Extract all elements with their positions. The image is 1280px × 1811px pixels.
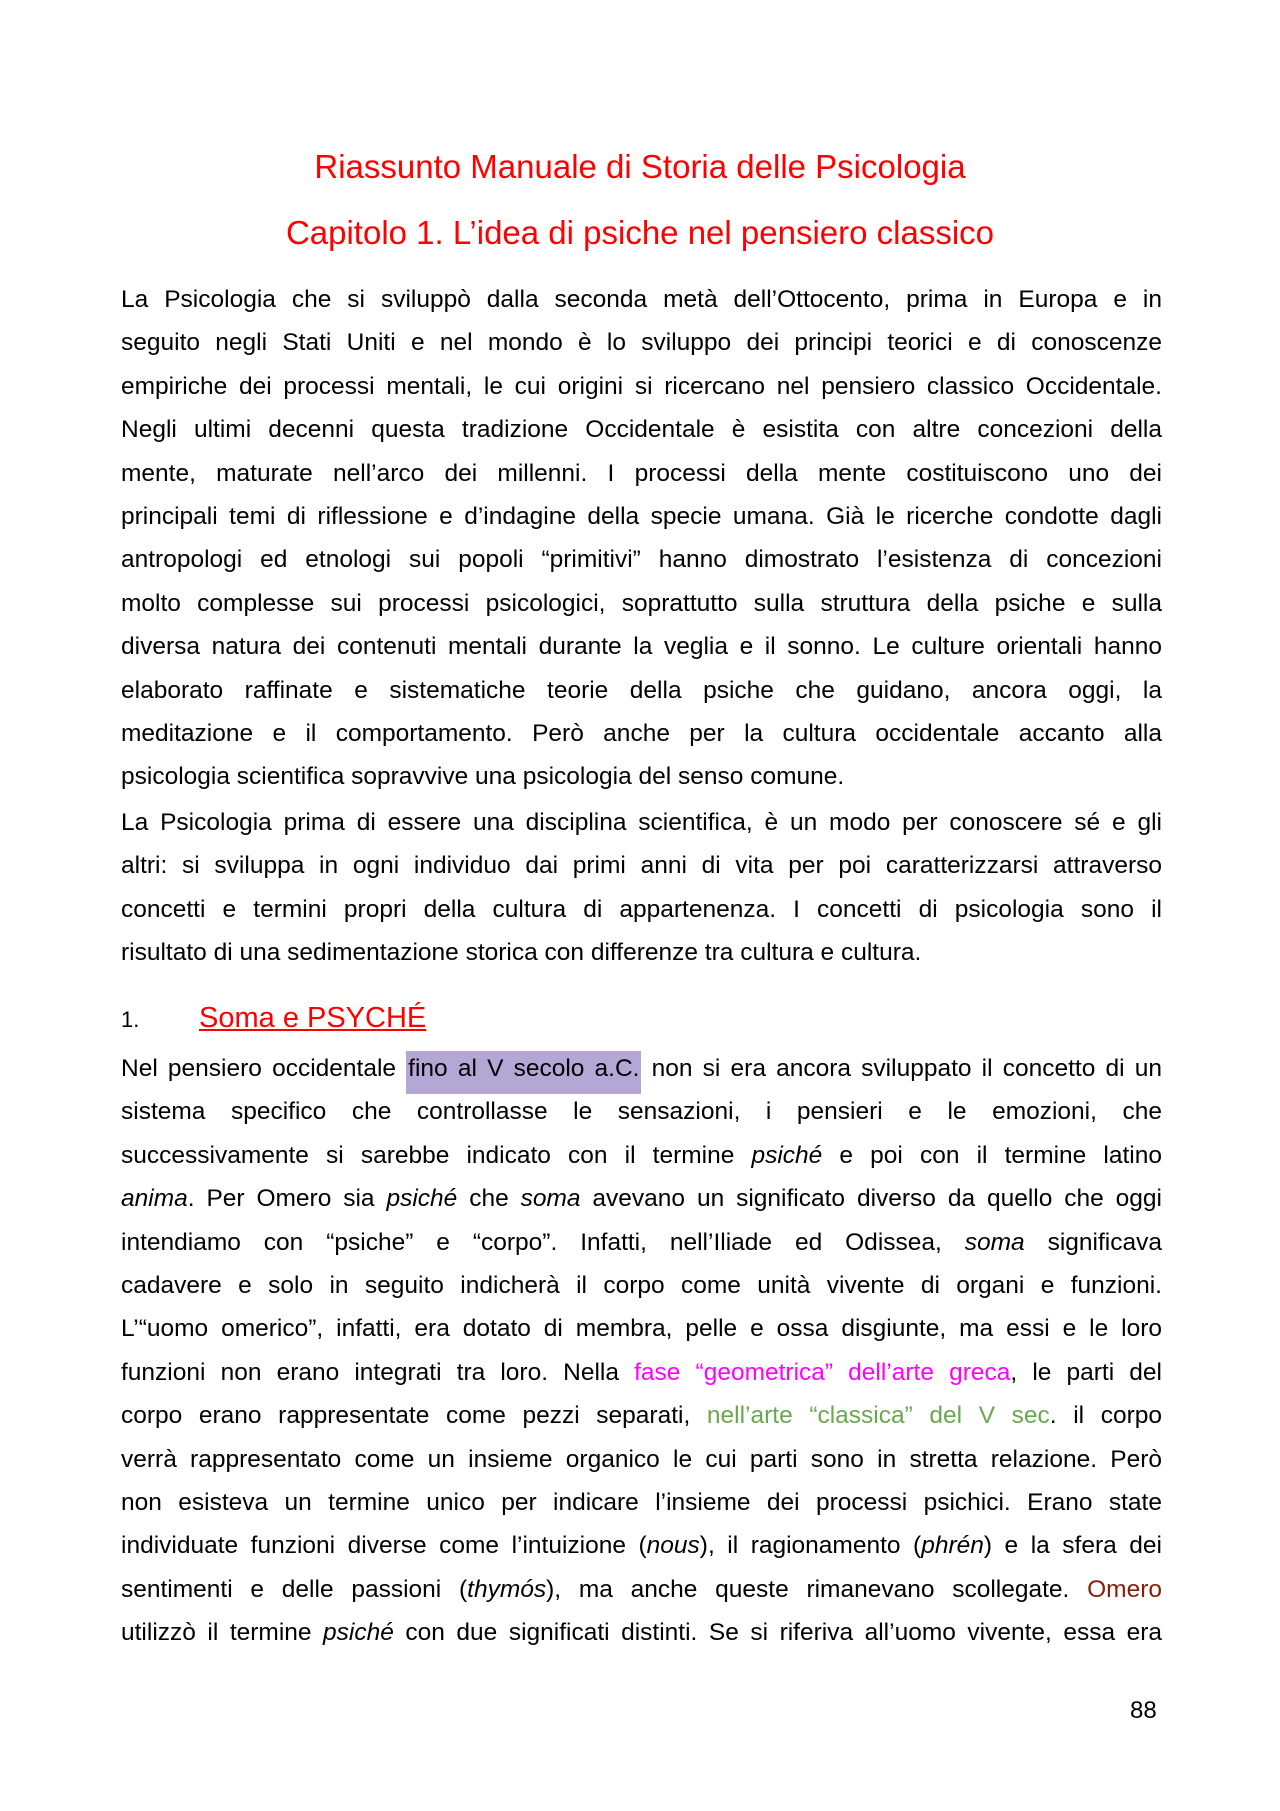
highlighted-text: fino al V secolo a.C. <box>406 1051 641 1094</box>
text-run: intendiamo con “psiche” e “corpo”. Infatti, nell’Iliade ed Odissea, <box>121 1228 965 1256</box>
colored-text: nell’arte “classica” del V sec <box>706 1402 1050 1430</box>
text-line: sistema specifico che controllasse le sensazioni, i pensieri e le emozioni, che <box>121 1098 1162 1126</box>
text-line: seguito negli Stati Uniti e nel mondo è lo sviluppo dei principi teorici e di conoscenze <box>121 329 1162 357</box>
italic-term: soma <box>964 1228 1025 1256</box>
text-line: mente, maturate nell’arco dei millenni. I processi della mente costituiscono uno dei <box>121 459 1162 487</box>
italic-term: psiché <box>751 1141 823 1169</box>
text-line <box>121 1134 1162 1177</box>
italic-term: soma <box>520 1185 581 1213</box>
text-run: con due significati distinti. Se si riferiva all’uomo vivente, essa era <box>393 1619 1163 1647</box>
text-line <box>121 1568 1162 1611</box>
text-run: avevano un significato diverso da quello che oggi <box>580 1185 1162 1213</box>
chapter-title: Capitolo 1. L’idea di psiche nel pensiero classico <box>285 214 995 251</box>
text-run: . il corpo <box>1049 1402 1162 1430</box>
text-line: altri: si sviluppa in ogni individuo dai primi anni di vita per poi caratterizzarsi attraverso <box>121 852 1162 880</box>
text-run: significava <box>1024 1228 1162 1256</box>
italic-term: psiché <box>323 1619 394 1647</box>
text-run: ), ma anche queste rimanevano scollegate. <box>546 1575 1088 1603</box>
text-line: verrà rappresentato come un insieme organico le cui parti sono in stretta relazione. Però <box>121 1445 1162 1473</box>
section-title: Soma e PSYCHÉ <box>199 1002 427 1034</box>
text-run: ) e la sfera dei <box>983 1532 1162 1560</box>
page-number: 88 <box>1130 1697 1157 1724</box>
section-number: 1. <box>121 1007 140 1032</box>
text-line: cadavere e solo in seguito indicherà il corpo come unità vivente di organi e funzioni. <box>121 1271 1162 1299</box>
text-line: Negli ultimi decenni questa tradizione Occidentale è esistita con altre concezioni della <box>121 416 1162 444</box>
text-line <box>121 1611 1162 1654</box>
section-heading <box>121 1002 426 1035</box>
colored-text: Omero <box>1087 1575 1162 1603</box>
colored-text: fase “geometrica” dell’arte greca <box>634 1358 1011 1386</box>
text-line <box>121 1047 1162 1090</box>
text-run: successivamente si sarebbe indicato con il termine <box>121 1141 752 1169</box>
text-run: Nel pensiero occidentale <box>121 1055 407 1082</box>
text-line: molto complesse sui processi psicologici, soprattutto sulla struttura della psiche e sulla <box>121 589 1162 617</box>
text-line: L’“uomo omerico”, infatti, era dotato di membra, pelle e ossa disgiunte, ma essi e le loro <box>121 1315 1162 1343</box>
text-line: meditazione e il comportamento. Però anche per la cultura occidentale accanto alla <box>121 719 1162 747</box>
text-line: elaborato raffinate e sistematiche teorie della psiche che guidano, ancora oggi, la <box>121 676 1162 704</box>
italic-term: psiché <box>386 1185 458 1213</box>
intro-paragraph-2 <box>121 801 1162 975</box>
italic-term: thymós <box>467 1575 547 1603</box>
italic-term: nous <box>646 1532 700 1560</box>
text-run: individuate funzioni diverse come l’intuizione ( <box>121 1532 647 1560</box>
italic-term: phrén <box>921 1532 984 1560</box>
text-line: psicologia scientifica sopravvive una psicologia del senso comune. <box>121 763 845 791</box>
text-line: antropologi ed etnologi sui popoli “primitivi” hanno dimostrato l’esistenza di concezioni <box>121 546 1162 574</box>
text-run: , le parti del <box>1010 1358 1162 1386</box>
text-run: corpo erano rappresentate come pezzi separati, <box>121 1402 707 1430</box>
text-run: e poi con il termine latino <box>822 1141 1162 1169</box>
text-run: che <box>457 1185 521 1213</box>
text-line <box>121 1221 1162 1264</box>
section-paragraph <box>121 1047 1162 1654</box>
text-run: utilizzò il termine <box>121 1619 324 1647</box>
document-title: Riassunto Manuale di Storia delle Psicologia <box>314 148 966 185</box>
text-line: risultato di una sedimentazione storica con differenze tra cultura e cultura. <box>121 939 922 967</box>
text-run: ), il ragionamento ( <box>699 1532 922 1560</box>
text-run: sentimenti e delle passioni ( <box>121 1575 468 1603</box>
text-line: non esisteva un termine unico per indicare l’insieme dei processi psichici. Erano state <box>121 1488 1162 1516</box>
text-line: concetti e termini propri della cultura di appartenenza. I concetti di psicologia sono il <box>121 895 1162 923</box>
text-run: non si era ancora sviluppato il concetto di un <box>641 1055 1162 1082</box>
text-run: . Per Omero sia <box>187 1185 387 1213</box>
text-line <box>121 1177 1162 1220</box>
text-line: principali temi di riflessione e d’indagine della specie umana. Già le ricerche condotte dagli <box>121 502 1162 530</box>
intro-paragraph <box>121 278 1162 799</box>
text-line: diversa natura dei contenuti mentali durante la veglia e il sonno. Le culture orientali hanno <box>121 633 1162 661</box>
italic-term: anima <box>121 1185 188 1213</box>
text-run: funzioni non erano integrati tra loro. Nella <box>121 1358 635 1386</box>
text-line <box>121 1351 1162 1394</box>
text-line: empiriche dei processi mentali, le cui origini si ricercano nel pensiero classico Occidentale. <box>121 372 1162 400</box>
text-line <box>121 1524 1162 1567</box>
text-line: La Psicologia che si sviluppò dalla seconda metà dell’Ottocento, prima in Europa e in <box>121 286 1162 313</box>
text-line <box>121 1394 1162 1437</box>
text-line: La Psicologia prima di essere una disciplina scientifica, è un modo per conoscere sé e gli <box>121 809 1162 836</box>
